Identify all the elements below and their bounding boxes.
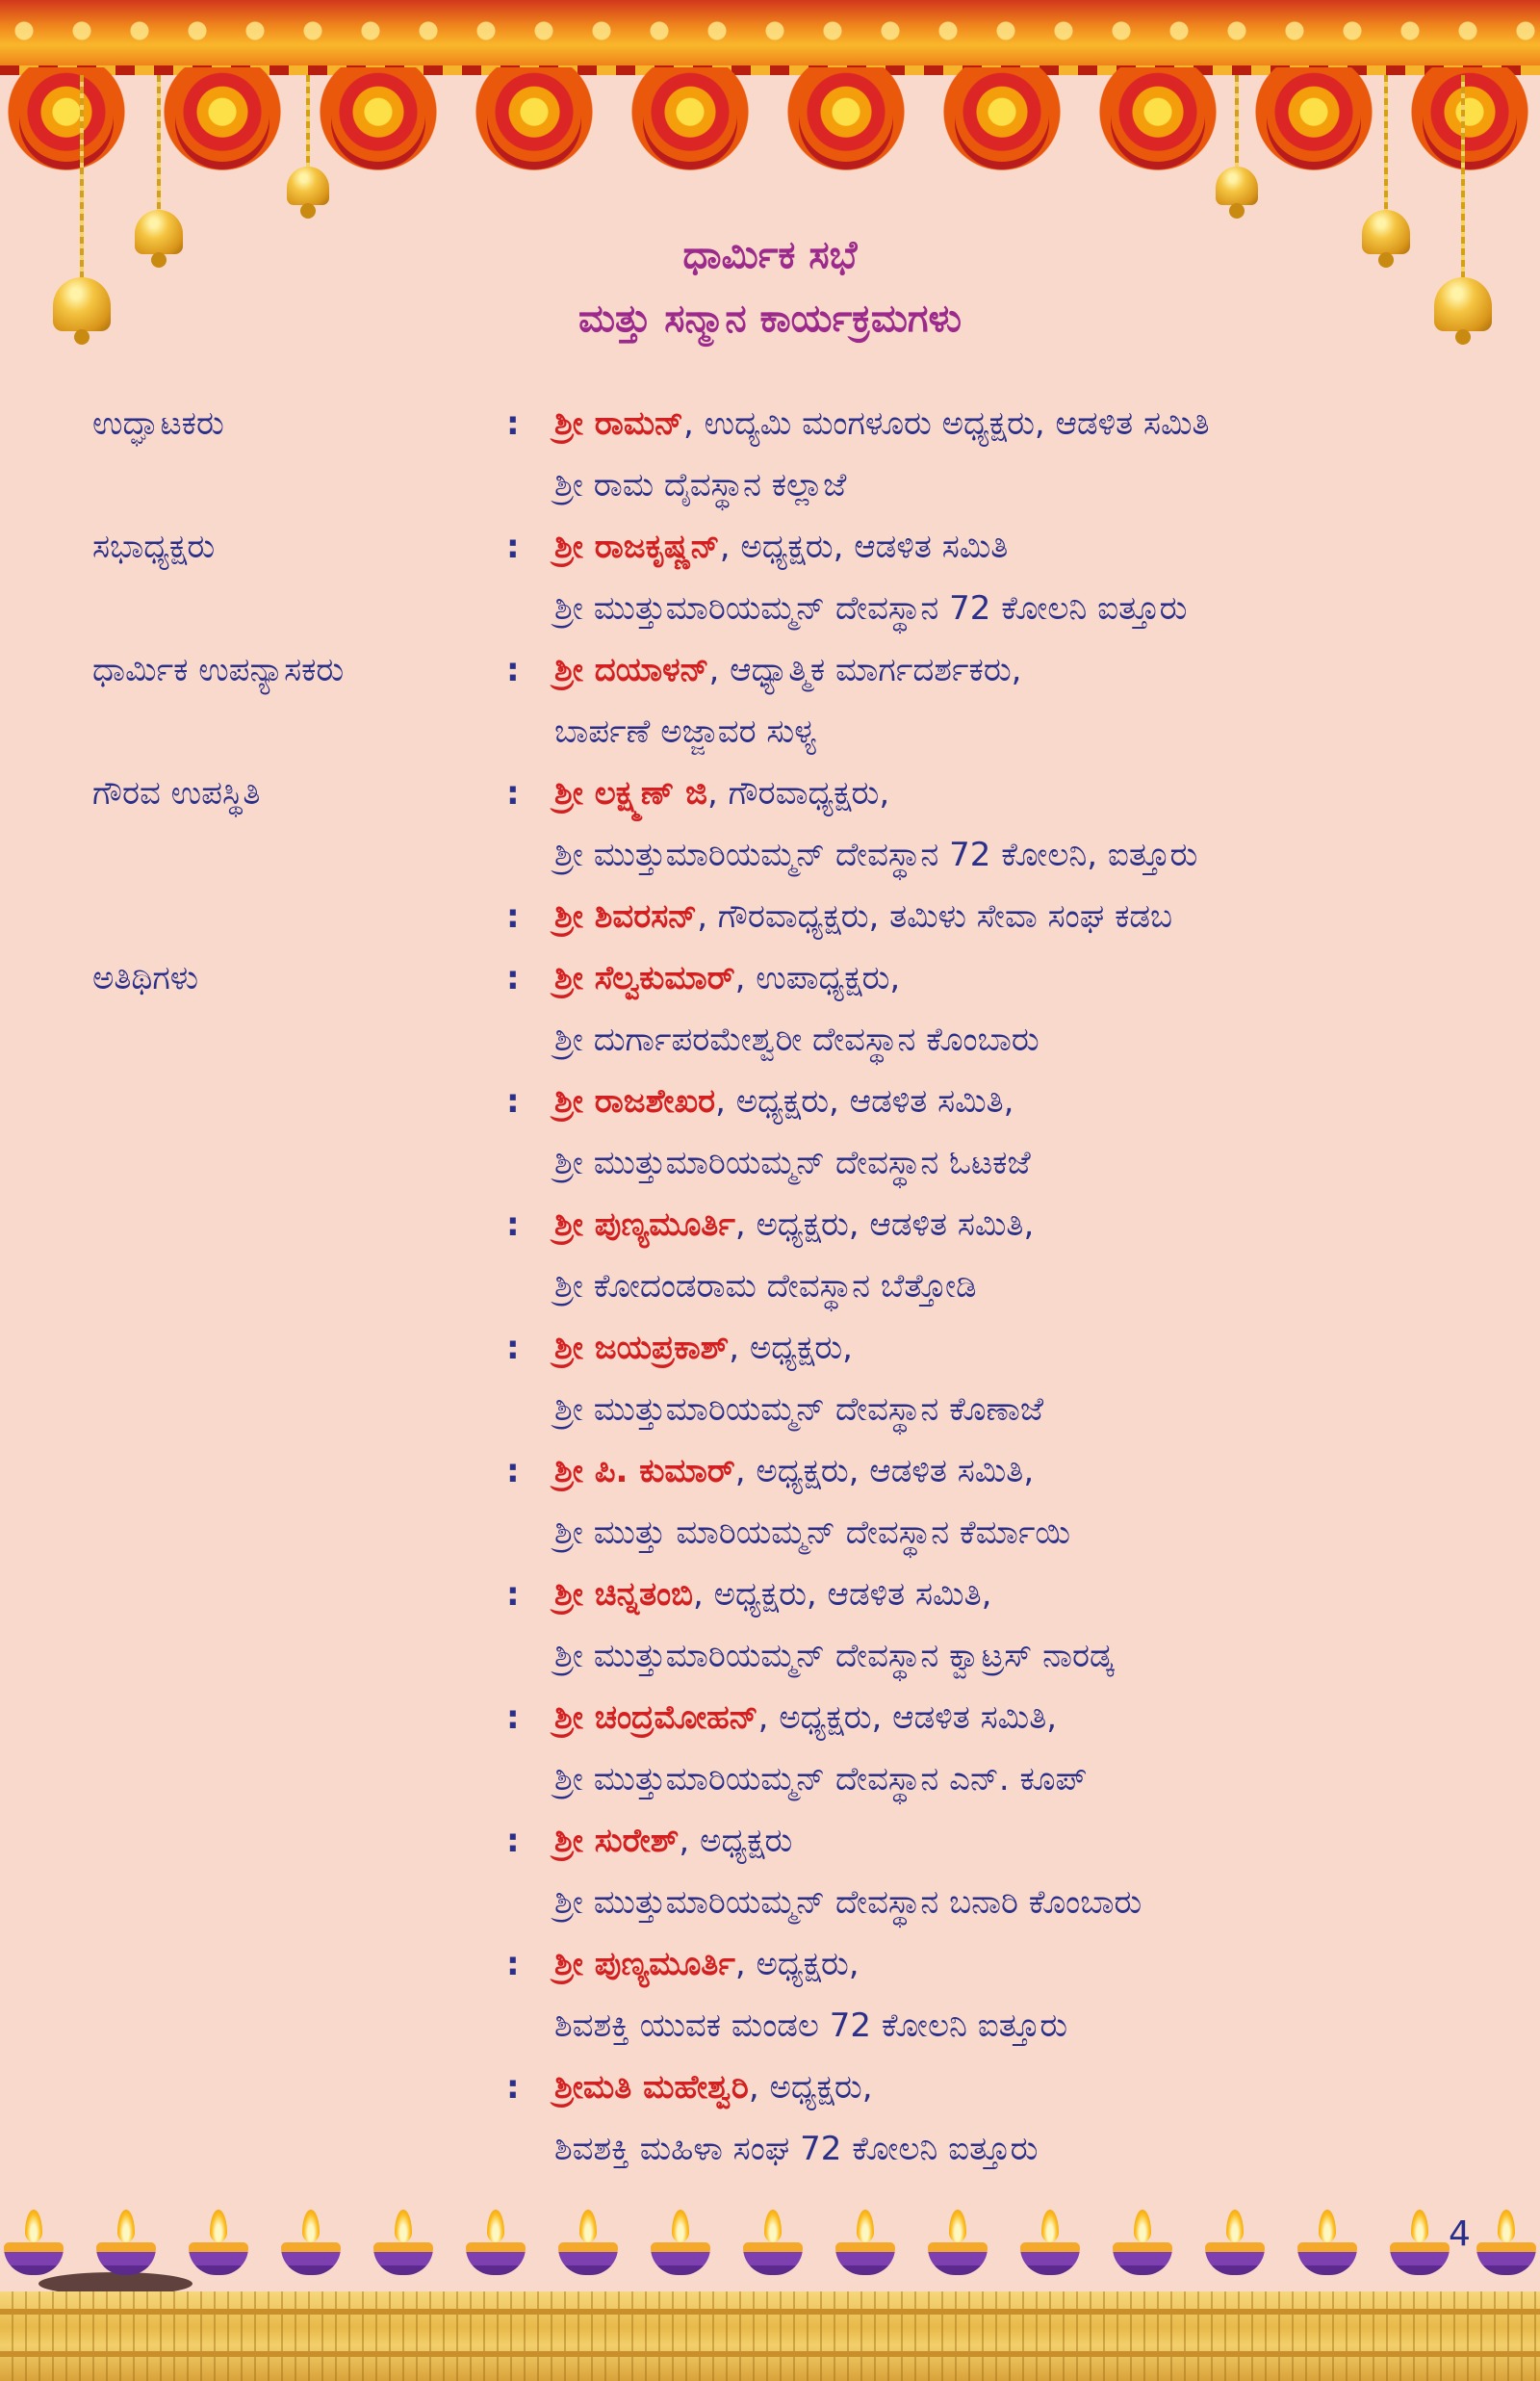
separator-colon: : <box>506 897 520 936</box>
entry-desc-2: ಶ್ರೀ ರಾಮ ದೈವಸ್ಥಾನ ಕಲ್ಲಾಜೆ <box>554 466 847 505</box>
person-name: ಶ್ರೀ ಶಿವರಸನ್ <box>554 897 698 936</box>
entry-desc-1: , ಅಧ್ಯಕ್ಷರು, ಆಡಳಿತ ಸಮಿತಿ <box>719 528 1009 566</box>
role-label <box>92 1564 506 1687</box>
entry-detail <box>554 886 1469 947</box>
list-item <box>92 1194 1469 1317</box>
list-item <box>92 1440 1469 1564</box>
person-name: ಶ್ರೀ ರಾಜಕೃಷ್ಣನ್ <box>554 528 720 566</box>
entry-detail <box>554 1194 1469 1317</box>
entry-desc-2: ಬಾರ್ಪಣೆ ಅಜ್ಜಾವರ ಸುಳ್ಯ <box>554 712 817 751</box>
person-name: ಶ್ರೀ ರಾಮನ್ <box>554 404 683 443</box>
person-name: ಶ್ರೀ ದಯಾಳನ್ <box>554 651 709 689</box>
entry-detail <box>554 1687 1469 1810</box>
role-label <box>92 2057 506 2180</box>
role-label: ಉದ್ಘಾಟಕರು <box>92 404 224 443</box>
entry-desc-1: , ಗೌರವಾಧ್ಯಕ್ಷರು, ತಮಿಳು ಸೇವಾ ಸಂಘ ಕಡಬ <box>697 897 1173 936</box>
entry-detail <box>554 1071 1469 1194</box>
diya-lamp-icon <box>1476 2210 1536 2287</box>
flower-tassel-row <box>0 67 1540 178</box>
person-name: ಶ್ರೀ ಪಿ. ಕುಮಾರ್ <box>554 1452 735 1490</box>
role-label: ಅತಿಥಿಗಳು <box>92 959 199 997</box>
flower-tassel-decoration <box>624 67 757 173</box>
list-item <box>92 1687 1469 1810</box>
entry-detail <box>554 947 1469 1071</box>
diya-lamp-icon <box>1205 2210 1265 2287</box>
diya-lamp-icon <box>281 2210 341 2287</box>
entry-desc-1: , ಅಧ್ಯಕ್ಷರು, <box>729 1329 853 1367</box>
flower-tassel-decoration <box>468 67 601 173</box>
entry-desc-2: ಶ್ರೀ ಮುತ್ತುಮಾರಿಯಮ್ಮನ್ ದೇವಸ್ಥಾನ ಕ್ವಾಟ್ರಸ್ ನಾರಡ್ಕ <box>554 1637 1114 1675</box>
bottom-diya-border <box>0 2195 1540 2381</box>
entry-desc-1: , ಗೌರವಾಧ್ಯಕ್ಷರು, <box>706 774 890 813</box>
list-item <box>92 1564 1469 1687</box>
entry-detail <box>554 1440 1469 1564</box>
entry-desc-2: ಶಿವಶಕ್ತಿ ಯುವಕ ಮಂಡಲ 72 ಕೋಲನಿ ಐತ್ತೂರು <box>554 2006 1068 2045</box>
person-name: ಶ್ರೀಮತಿ ಮಹೇಶ್ವರಿ <box>554 2068 749 2107</box>
entry-desc-1: , ಅಧ್ಯಕ್ಷರು, ಆಡಳಿತ ಸಮಿತಿ, <box>715 1082 1014 1121</box>
decorative-ground-band <box>0 2291 1540 2381</box>
flower-tassel-decoration <box>0 67 133 173</box>
diya-lamp-icon <box>651 2210 710 2287</box>
role-label <box>92 1317 506 1440</box>
list-item <box>92 639 1469 763</box>
role-label <box>92 1810 506 1933</box>
diya-lamp-icon <box>1020 2210 1080 2287</box>
entry-detail <box>554 1933 1469 2057</box>
entry-detail <box>554 2057 1469 2180</box>
role-label <box>92 1194 506 1317</box>
person-name: ಶ್ರೀ ಚಂದ್ರಮೋಹನ್ <box>554 1698 758 1737</box>
flower-tassel-decoration <box>312 67 445 173</box>
role-label: ಧಾರ್ಮಿಕ ಉಪನ್ಯಾಸಕರು <box>92 651 345 689</box>
program-list <box>92 393 1469 2180</box>
garland-band <box>0 0 1540 75</box>
page-heading <box>0 223 1540 350</box>
diya-lamp-icon <box>1113 2210 1172 2287</box>
list-item <box>92 393 1469 516</box>
person-name: ಶ್ರೀ ಸುರೇಶ್ <box>554 1822 680 1860</box>
diya-lamp-icon <box>928 2210 988 2287</box>
entry-desc-1: , ಅಧ್ಯಕ್ಷರು, ಆಡಳಿತ ಸಮಿತಿ, <box>734 1205 1035 1244</box>
entry-desc-1: , ಆಧ್ಯಾತ್ಮಿಕ ಮಾರ್ಗದರ್ಶಕರು, <box>708 651 1022 689</box>
entry-desc-2: ಶ್ರೀ ಕೋದಂಡರಾಮ ದೇವಸ್ಥಾನ ಬೆತ್ತೋಡಿ <box>554 1267 977 1306</box>
list-item <box>92 1071 1469 1194</box>
role-label <box>92 1933 506 2057</box>
person-name: ಶ್ರೀ ರಾಜಶೇಖರ <box>554 1082 716 1121</box>
role-label <box>92 1687 506 1810</box>
person-name: ಶ್ರೀ ಪುಣ್ಯಮೂರ್ತಿ <box>554 1205 735 1244</box>
list-item <box>92 1810 1469 1933</box>
separator-colon: : <box>506 528 520 566</box>
heading-line-1: ಧಾರ್ಮಿಕ ಸಭೆ <box>682 233 858 277</box>
list-item <box>92 886 1469 947</box>
separator-colon: : <box>506 959 520 997</box>
entry-desc-2: ಶ್ರೀ ಮುತ್ತುಮಾರಿಯಮ್ಮನ್ ದೇವಸ್ಥಾನ ಬನಾರಿ ಕೊಂಬಾರು <box>554 1883 1142 1922</box>
entry-detail <box>554 1810 1469 1933</box>
entry-detail <box>554 1317 1469 1440</box>
flower-tassel-decoration <box>780 67 912 173</box>
entry-desc-2: ಶಿವಶಕ್ತಿ ಮಹಿಳಾ ಸಂಘ 72 ಕೋಲನಿ ಐತ್ತೂರು <box>554 2130 1039 2168</box>
entry-desc-1: , ಅಧ್ಯಕ್ಷರು, <box>734 1945 860 1983</box>
entry-desc-1: , ಉದ್ಯಮಿ ಮಂಗಳೂರು ಅಧ್ಯಕ್ಷರು, ಆಡಳಿತ ಸಮಿತಿ <box>683 404 1210 443</box>
list-item <box>92 1933 1469 2057</box>
entry-desc-2: ಶ್ರೀ ಮುತ್ತುಮಾರಿಯಮ್ಮನ್ ದೇವಸ್ಥಾನ 72 ಕೋಲನಿ, ಐತ್ತೂರು <box>554 836 1198 874</box>
diya-lamp-icon <box>4 2210 64 2287</box>
list-item <box>92 763 1469 886</box>
page-number: 4 <box>1449 2214 1471 2254</box>
separator-colon: : <box>506 1205 520 1244</box>
list-item <box>92 1317 1469 1440</box>
separator-colon: : <box>506 1698 520 1737</box>
separator-colon: : <box>506 1575 520 1614</box>
person-name: ಶ್ರೀ ಜಯಪ್ರಕಾಶ್ <box>554 1329 730 1367</box>
person-name: ಶ್ರೀ ಸೆಲ್ವಕುಮಾರ್ <box>554 959 735 997</box>
entry-desc-1: , ಅಧ್ಯಕ್ಷರು, ಆಡಳಿತ ಸಮಿತಿ, <box>734 1452 1035 1490</box>
entry-detail <box>554 763 1469 886</box>
entry-detail <box>554 516 1469 639</box>
flower-tassel-decoration <box>1247 67 1380 173</box>
entry-desc-1: , ಉಪಾಧ್ಯಕ್ಷರು, <box>734 959 901 997</box>
entry-desc-2: ಶ್ರೀ ಮುತ್ತುಮಾರಿಯಮ್ಮನ್ ದೇವಸ್ಥಾನ 72 ಕೋಲನಿ ಐತ್ತೂರು <box>554 589 1188 628</box>
role-label: ಸಭಾಧ್ಯಕ್ಷರು <box>92 528 216 566</box>
separator-colon: : <box>506 1329 520 1367</box>
entry-desc-2: ಶ್ರೀ ಮುತ್ತು ಮಾರಿಯಮ್ಮನ್ ದೇವಸ್ಥಾನ ಕೆರ್ಮಾಯಿ <box>554 1514 1071 1552</box>
entry-detail <box>554 1564 1469 1687</box>
person-name: ಶ್ರೀ ಪುಣ್ಯಮೂರ್ತಿ <box>554 1945 735 1983</box>
list-item <box>92 947 1469 1071</box>
diya-lamp-icon <box>1390 2210 1450 2287</box>
diya-lamp-icon <box>373 2210 433 2287</box>
entry-desc-2: ಶ್ರೀ ಮುತ್ತುಮಾರಿಯಮ್ಮನ್ ದೇವಸ್ಥಾನ ಕೊಣಾಜೆ <box>554 1390 1044 1429</box>
entry-desc-1: , ಅಧ್ಯಕ್ಷರು, ಆಡಳಿತ ಸಮಿತಿ, <box>693 1575 992 1614</box>
entry-desc-2: ಶ್ರೀ ಮುತ್ತುಮಾರಿಯಮ್ಮನ್ ದೇವಸ್ಥಾನ ಓಟಕಜೆ <box>554 1144 1031 1182</box>
separator-colon: : <box>506 2068 520 2107</box>
diya-lamp-icon <box>835 2210 895 2287</box>
separator-colon: : <box>506 651 520 689</box>
entry-desc-2: ಶ್ರೀ ದುರ್ಗಾಪರಮೇಶ್ವರೀ ದೇವಸ್ಥಾನ ಕೊಂಬಾರು <box>554 1021 1040 1059</box>
list-item <box>92 2057 1469 2180</box>
list-item <box>92 516 1469 639</box>
role-label: ಗೌರವ ಉಪಸ್ಥಿತಿ <box>92 774 261 813</box>
entry-detail <box>554 393 1469 516</box>
heading-line-2: ಮತ್ತು ಸನ್ಮಾನ ಕಾರ್ಯಕ್ರಮಗಳು <box>578 297 962 341</box>
entry-desc-2: ಶ್ರೀ ಮುತ್ತುಮಾರಿಯಮ್ಮನ್ ದೇವಸ್ಥಾನ ಎನ್. ಕೂಪ್ <box>554 1760 1088 1799</box>
flower-tassel-decoration <box>1403 67 1536 173</box>
entry-desc-1: , ಅಧ್ಯಕ್ಷರು <box>679 1822 793 1860</box>
separator-colon: : <box>506 1822 520 1860</box>
flower-tassel-decoration <box>156 67 289 173</box>
separator-colon: : <box>506 774 520 813</box>
diya-lamp-icon <box>466 2210 526 2287</box>
person-name: ಶ್ರೀ ಚಿನ್ನತಂಬಿ <box>554 1575 694 1614</box>
person-name: ಶ್ರೀ ಲಕ್ಷ್ಮಣ್ ಜಿ <box>554 774 707 813</box>
entry-detail <box>554 639 1469 763</box>
diya-lamp-icon <box>558 2210 618 2287</box>
flower-tassel-decoration <box>936 67 1068 173</box>
separator-colon: : <box>506 1452 520 1490</box>
entry-desc-1: , ಅಧ್ಯಕ್ಷರು, ಆಡಳಿತ ಸಮಿತಿ, <box>757 1698 1058 1737</box>
separator-colon: : <box>506 404 520 443</box>
role-label <box>92 1071 506 1194</box>
separator-colon: : <box>506 1082 520 1121</box>
role-label <box>92 1440 506 1564</box>
entry-desc-1: , ಅಧ್ಯಕ್ಷರು, <box>748 2068 873 2107</box>
diya-lamp-icon <box>96 2210 156 2287</box>
diya-lamp-icon <box>189 2210 248 2287</box>
role-label <box>92 886 506 947</box>
diya-lamp-icon <box>1297 2210 1357 2287</box>
flower-tassel-decoration <box>1091 67 1224 173</box>
diya-lamp-icon <box>743 2210 803 2287</box>
separator-colon: : <box>506 1945 520 1983</box>
